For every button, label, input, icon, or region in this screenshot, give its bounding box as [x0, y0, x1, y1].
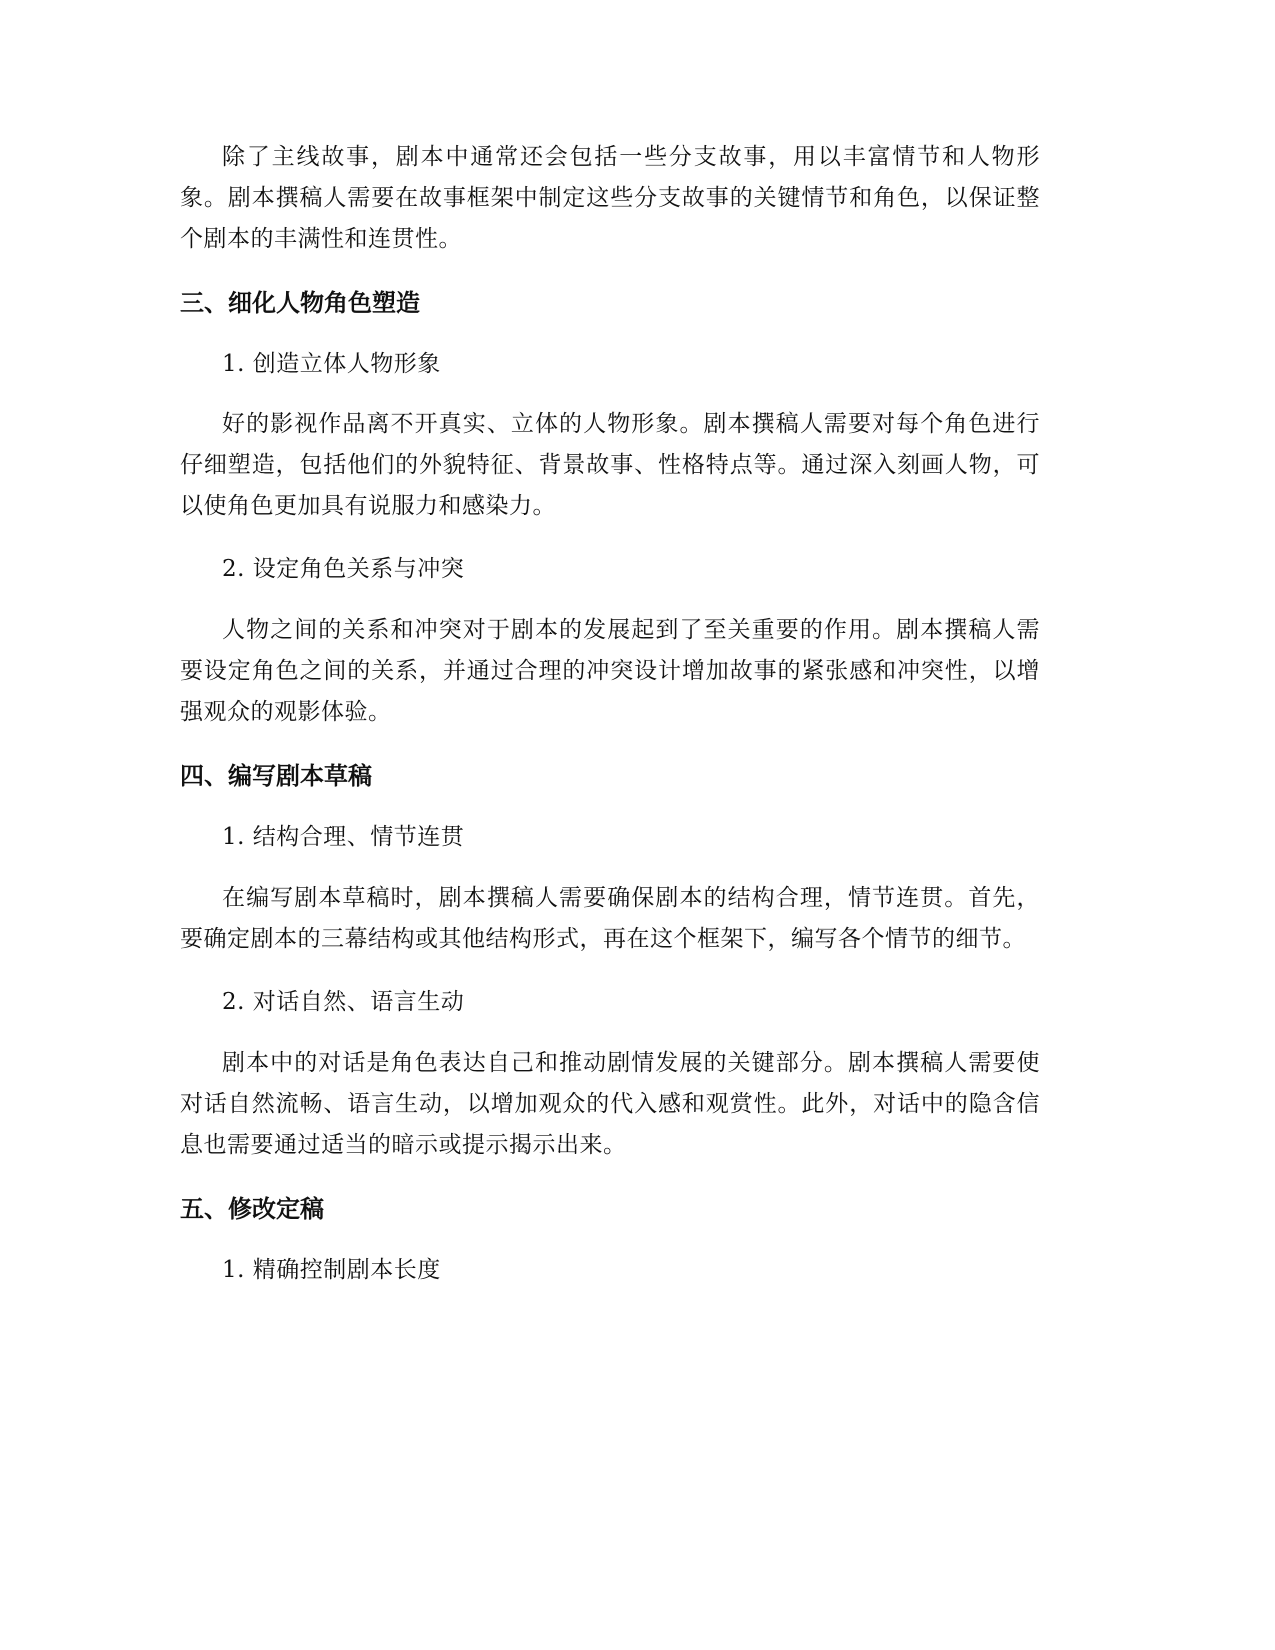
paragraph-4-1: 在编写剧本草稿时，剧本撰稿人需要确保剧本的结构合理，情节连贯。首先，要确定剧本的三幕结构或其他结构形式，再在这个框架下，编写各个情节的细节。	[180, 885, 1040, 952]
section-heading-3: 三、细化人物角色塑造	[180, 289, 420, 317]
intro-paragraph: 除了主线故事，剧本中通常还会包括一些分支故事，用以丰富情节和人物形象。剧本撰稿人需要在故事框架中制定这些分支故事的关键情节和角色，以保证整个剧本的丰满性和连贯性。	[180, 144, 1040, 252]
subheading-3-1: 1. 创造立体人物形象	[222, 351, 441, 377]
section-heading-4: 四、编写剧本草稿	[180, 762, 372, 790]
paragraph-3-1: 好的影视作品离不开真实、立体的人物形象。剧本撰稿人需要对每个角色进行仔细塑造，包括他们的外貌特征、背景故事、性格特点等。通过深入刻画人物，可以使角色更加具有说服力和感染力。	[180, 411, 1040, 519]
section-heading-5: 五、修改定稿	[180, 1195, 324, 1223]
subheading-5-1: 1. 精确控制剧本长度	[222, 1257, 441, 1283]
paragraph-3-2: 人物之间的关系和冲突对于剧本的发展起到了至关重要的作用。剧本撰稿人需要设定角色之间的关系，并通过合理的冲突设计增加故事的紧张感和冲突性，以增强观众的观影体验。	[180, 617, 1040, 725]
subheading-4-1: 1. 结构合理、情节连贯	[222, 824, 465, 850]
paragraph-4-2: 剧本中的对话是角色表达自己和推动剧情发展的关键部分。剧本撰稿人需要使对话自然流畅、语言生动，以增加观众的代入感和观赏性。此外，对话中的隐含信息也需要通过适当的暗示或提示揭示出来。	[180, 1050, 1040, 1158]
subheading-3-2: 2. 设定角色关系与冲突	[222, 556, 465, 582]
subheading-4-2: 2. 对话自然、语言生动	[222, 989, 465, 1015]
